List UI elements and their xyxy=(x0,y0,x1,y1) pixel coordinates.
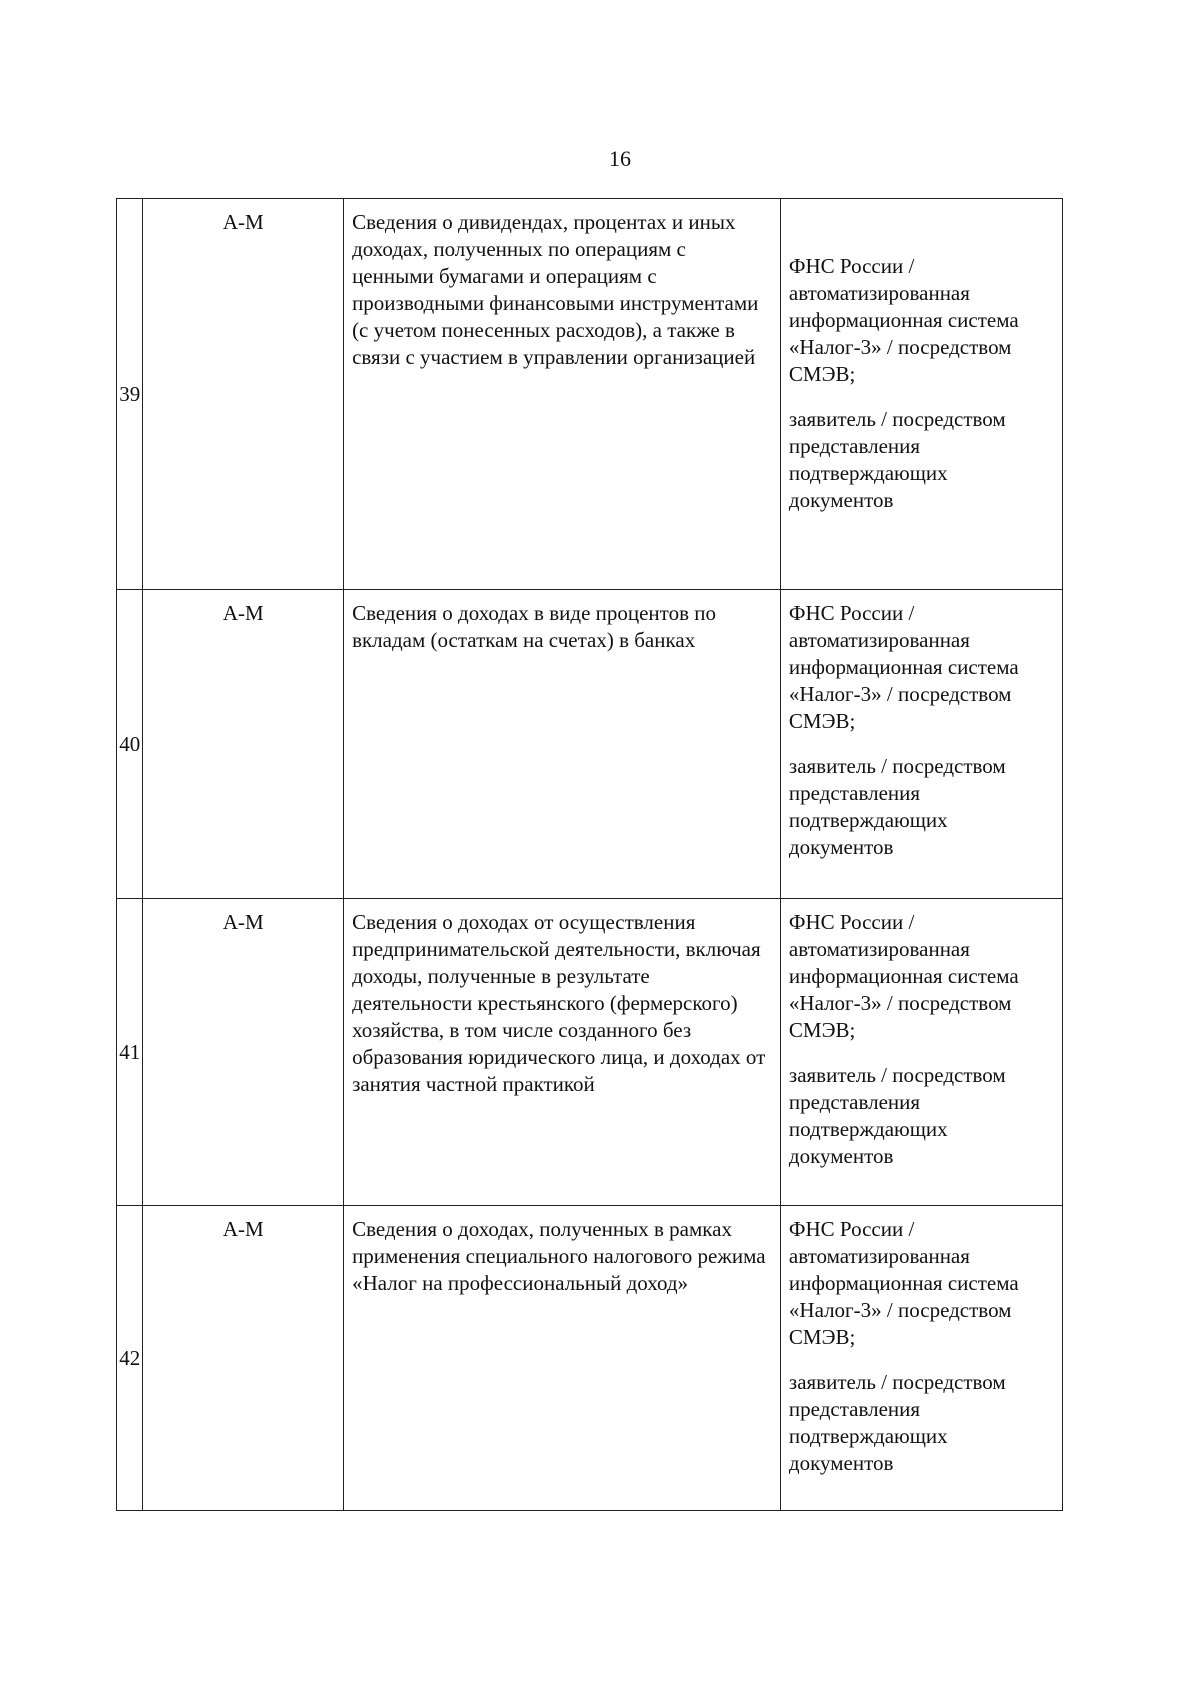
row-number: 40 xyxy=(117,590,143,899)
table-row xyxy=(117,1206,1063,1511)
row-source xyxy=(780,590,1062,899)
source-primary: ФНС России / автоматизированная информационная система «Налог-3» / посредством СМЭВ; xyxy=(788,601,1019,733)
row-source xyxy=(780,199,1062,590)
source-primary: ФНС России / автоматизированная информационная система «Налог-3» / посредством СМЭВ; xyxy=(788,254,1019,386)
row-source xyxy=(780,899,1062,1206)
row-number: 41 xyxy=(117,899,143,1206)
row-description: Сведения о доходах, полученных в рамках применения специального налогового режима «Налог на профессиональный доход» xyxy=(344,1206,781,1511)
table-row xyxy=(117,590,1063,899)
row-code: А-М xyxy=(143,199,344,590)
source-primary: ФНС России / автоматизированная информационная система «Налог-3» / посредством СМЭВ; xyxy=(788,910,1019,1042)
row-number: 39 xyxy=(117,199,143,590)
row-code: А-М xyxy=(143,590,344,899)
source-secondary: заявитель / посредством представления подтверждающих документов xyxy=(788,407,1006,512)
row-description: Сведения о доходах от осуществления предпринимательской деятельности, включая доходы, полученные в результате деятельности крестьянского (фермерского) хозяйства, в том числе созданного без образования юридического лица, и доходах от занятия частной практикой xyxy=(344,899,781,1206)
table-row xyxy=(117,199,1063,590)
row-source xyxy=(780,1206,1062,1511)
page-number: 16 xyxy=(609,146,631,171)
row-code: А-М xyxy=(143,899,344,1206)
row-number: 42 xyxy=(117,1206,143,1511)
source-secondary: заявитель / посредством представления подтверждающих документов xyxy=(788,1063,1006,1168)
data-table xyxy=(116,198,1063,1511)
table-row xyxy=(117,899,1063,1206)
source-primary: ФНС России / автоматизированная информационная система «Налог-3» / посредством СМЭВ; xyxy=(788,1217,1019,1349)
row-code: А-М xyxy=(143,1206,344,1511)
row-description: Сведения о дивидендах, процентах и иных доходах, полученных по операциям с ценными бумагами и операциям с производными финансовыми инструментами (с учетом понесенных расходов), а также в связи с участием в управлении организацией xyxy=(344,199,781,590)
source-secondary: заявитель / посредством представления подтверждающих документов xyxy=(788,1370,1006,1475)
source-secondary: заявитель / посредством представления подтверждающих документов xyxy=(788,754,1006,859)
row-description: Сведения о доходах в виде процентов по вкладам (остаткам на счетах) в банках xyxy=(344,590,781,899)
